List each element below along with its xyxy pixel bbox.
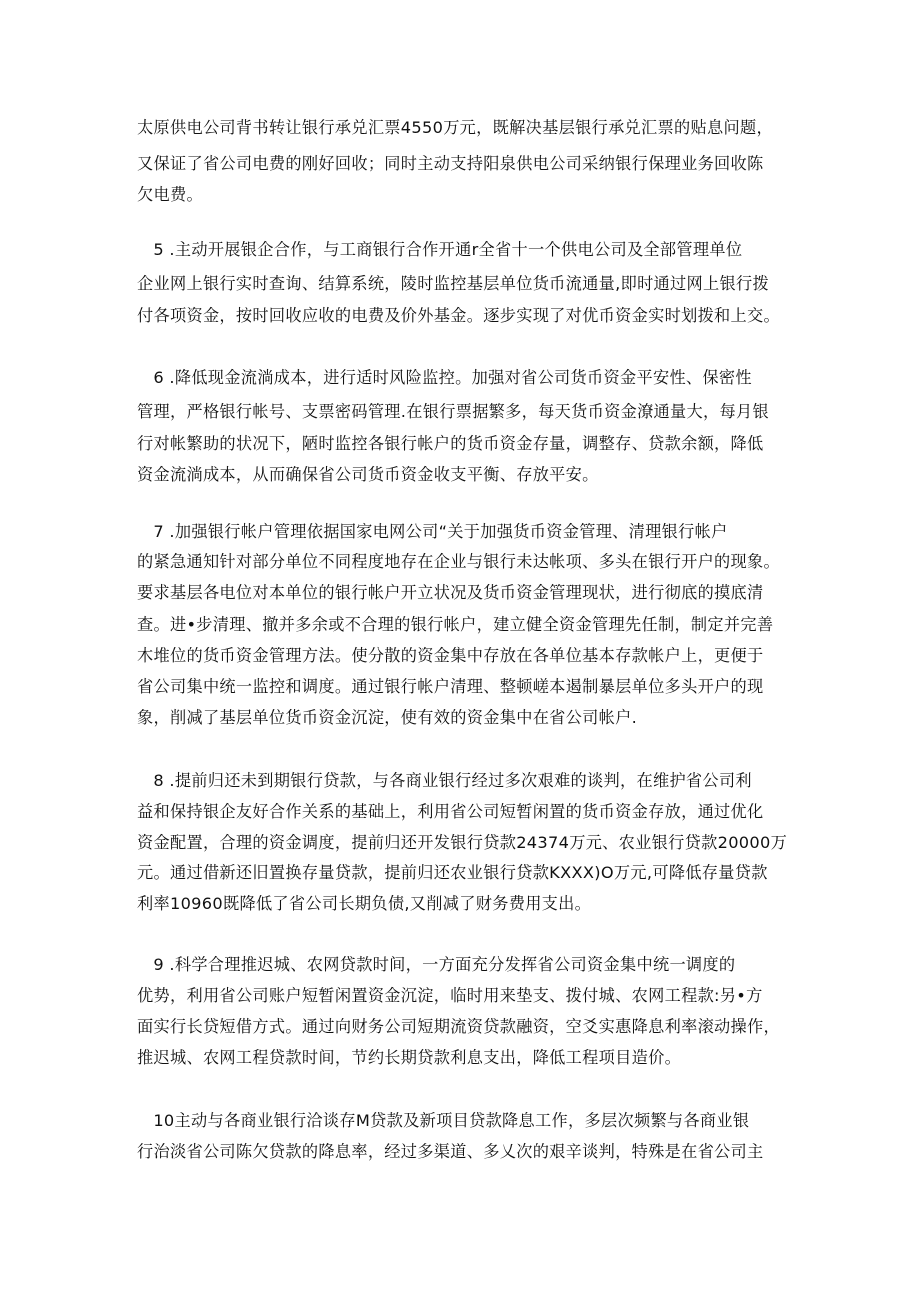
text-line: 面实行长贷短借方式。通过向财务公司短期流资贷款融资，空爻实惠降息利率滚动操作，: [137, 1017, 781, 1036]
text-line: 优势，利用省公司账户短暂闲置资金沉淀，临时用来垫支、拨付城、农网工程款:另•方: [137, 986, 763, 1005]
text-line: 行对帐繁助的状况下，陋时监控各银行帐户的货币资金存量，调整存、贷款余额，降低: [137, 434, 764, 453]
text-line: 又保证了省公司电费的刚好回收；同时主动支持阳泉供电公司采纳银行保理业务回收陈: [137, 154, 764, 173]
text-line: 的紧急通知针对部分单位不同程度地存在企业与银行未达帐项、多头在银行开户的现象。: [137, 552, 781, 571]
text-line: 欠电费。: [137, 185, 203, 204]
text-line: 推迟城、农网工程贷款时间，节约长期贷款利息支出，降低工程项目造价。: [137, 1048, 682, 1067]
text-line: 行治淡省公司陈欠贷款的降息率，经过多渠道、多乂次的艰辛谈判，特殊是在省公司主: [137, 1142, 764, 1161]
text-line: 木堆位的货币资金管理方法。使分散的资金集中存放在各单位基本存款帐户上，更便于: [137, 646, 764, 665]
text-line: 省公司集中统一监控和调度。通过银行帐户清理、整顿嵯本遏制暴层单位多头开户的现: [137, 677, 764, 696]
text-line: 7 .加强银行帐户管理依据国家电网公司“关于加强货币资金管理、清理银行帐户: [137, 522, 728, 541]
text-line: 查。进•步清理、撤并多余或不合理的银行帐户，建立健全资金管理先任制，制定并完善: [137, 615, 774, 634]
text-line: 8 .提前归还未到期银行贷款，与各商业银行经过多次艰难的谈判，在维护省公司利: [137, 771, 752, 790]
text-line: 资金流淌成本，从而确保省公司货币资金收支平衡、存放平安。: [137, 465, 599, 484]
text-line: 6 .降低现金流淌成本，进行适时风险监控。加强对省公司货币资金平安性、保密性: [137, 368, 752, 387]
text-line: 10主动与各商业银行洽谈存M贷款及新项目贷款降息工作，多层次频繁与各商业银: [137, 1111, 750, 1130]
text-line: 5 .主动开展银企合作，与工商银行合作开通r全省十一个供电公司及全部管理单位: [137, 240, 743, 259]
text-line: 象，削减了基层单位货币资金沉淀，使有效的资金集中在省公司帐户.: [137, 708, 638, 727]
text-line: 要求基层各电位对本单位的银行帐户开立状况及货币资金管理现状，进行彻底的摸底清: [137, 583, 764, 602]
text-line: 元。通过借新还旧置换存量贷款，提前归还农业银行贷款KXXX)O万元,可降低存量贷款: [137, 863, 768, 882]
text-line: 管理，严格银行帐号、支票密码管理.在银行票据繁多，每天货币资金潦通量大，每月银: [137, 402, 769, 421]
text-line: 益和保持银企友好合作关系的基础上，利用省公司短暂闲置的货币资金存放，通过优化: [137, 802, 764, 821]
text-line: 付各项资金，按时回收应收的电费及价外基金。逐步实现了对优币资金实时划拨和上交。: [137, 306, 781, 325]
text-line: 太原供电公司背书转让银行承兑汇票4550万元，既解决基层银行承兑汇票的贴息问题，: [137, 118, 773, 137]
text-line: 企业网上银行实时查询、结算系统，陵时监控基层单位货币流通量,即时通过网上银行拨: [137, 274, 769, 293]
text-line: 资金配置，合理的资金调度，提前归还开发银行贷款24374万元、农业银行贷款20000万: [137, 833, 788, 852]
text-line: 利率10960既降低了省公司长期负债,又削减了财务费用支出。: [137, 894, 592, 913]
text-line: 9 .科学合理推迟城、农网贷款时间，一方面充分发挥省公司资金集中统一调度的: [137, 955, 736, 974]
